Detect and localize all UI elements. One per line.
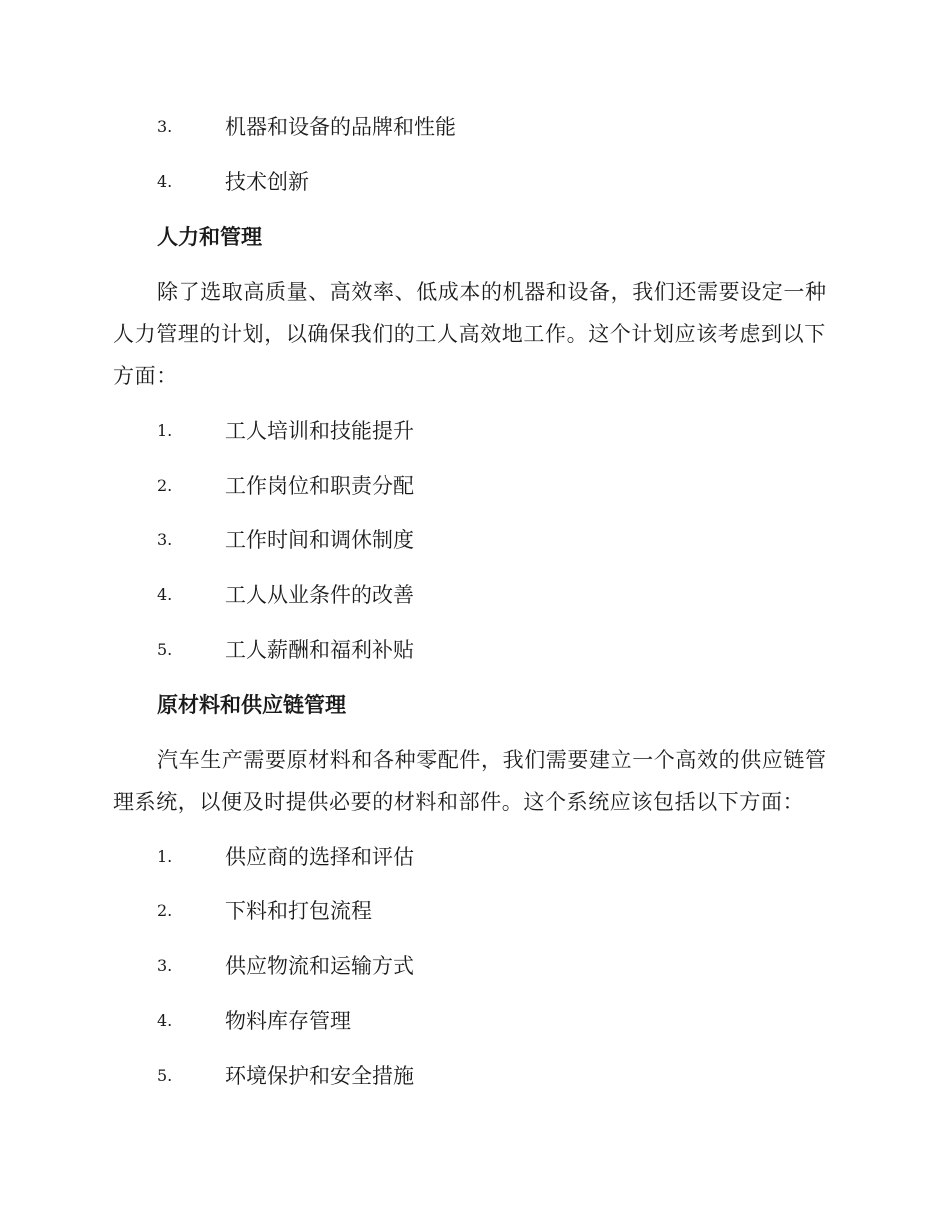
list-item-text: 技术创新 — [225, 170, 309, 194]
list-item-number: 3. — [157, 530, 173, 549]
list-item-number: 2. — [157, 476, 173, 495]
list-item-text: 工人培训和技能提升 — [225, 419, 414, 443]
list-item-number: 3. — [157, 117, 173, 136]
list-item-text: 工人从业条件的改善 — [225, 583, 414, 607]
section-heading-supply-chain: 原材料和供应链管理 — [157, 693, 346, 717]
paragraph-line: 汽车生产需要原材料和各种零配件，我们需要建立一个高效的供应链管 — [157, 748, 827, 772]
list-item-text: 下料和打包流程 — [225, 899, 372, 923]
list-item-number: 1. — [157, 421, 173, 440]
list-item-text: 环境保护和安全措施 — [225, 1064, 414, 1088]
list-item-number: 4. — [157, 172, 173, 191]
list-item-number: 4. — [157, 585, 173, 604]
section-paragraph-manpower — [113, 271, 833, 397]
list-item-text: 供应物流和运输方式 — [225, 954, 414, 978]
paragraph-line: 方面： — [113, 364, 178, 388]
paragraph-line: 除了选取高质量、高效率、低成本的机器和设备，我们还需要设定一种 — [157, 280, 827, 304]
list-item-number: 3. — [157, 956, 173, 975]
list-item-text: 工人薪酬和福利补贴 — [225, 638, 414, 662]
paragraph-line: 理系统，以便及时提供必要的材料和部件。这个系统应该包括以下方面： — [113, 790, 805, 814]
list-item-text: 工作岗位和职责分配 — [225, 474, 414, 498]
list-item-number: 2. — [157, 901, 173, 920]
section-heading-manpower: 人力和管理 — [157, 225, 262, 249]
section-paragraph-supply-chain — [113, 739, 833, 823]
list-item-text: 供应商的选择和评估 — [225, 845, 414, 869]
list-item-text: 机器和设备的品牌和性能 — [225, 115, 456, 139]
list-item-number: 4. — [157, 1011, 173, 1030]
list-item-text: 物料库存管理 — [225, 1009, 351, 1033]
list-item-number: 1. — [157, 847, 173, 866]
list-item-number: 5. — [157, 640, 173, 659]
list-item-number: 5. — [157, 1066, 173, 1085]
paragraph-line: 人力管理的计划，以确保我们的工人高效地工作。这个计划应该考虑到以下 — [113, 322, 826, 346]
list-item-text: 工作时间和调休制度 — [225, 528, 414, 552]
